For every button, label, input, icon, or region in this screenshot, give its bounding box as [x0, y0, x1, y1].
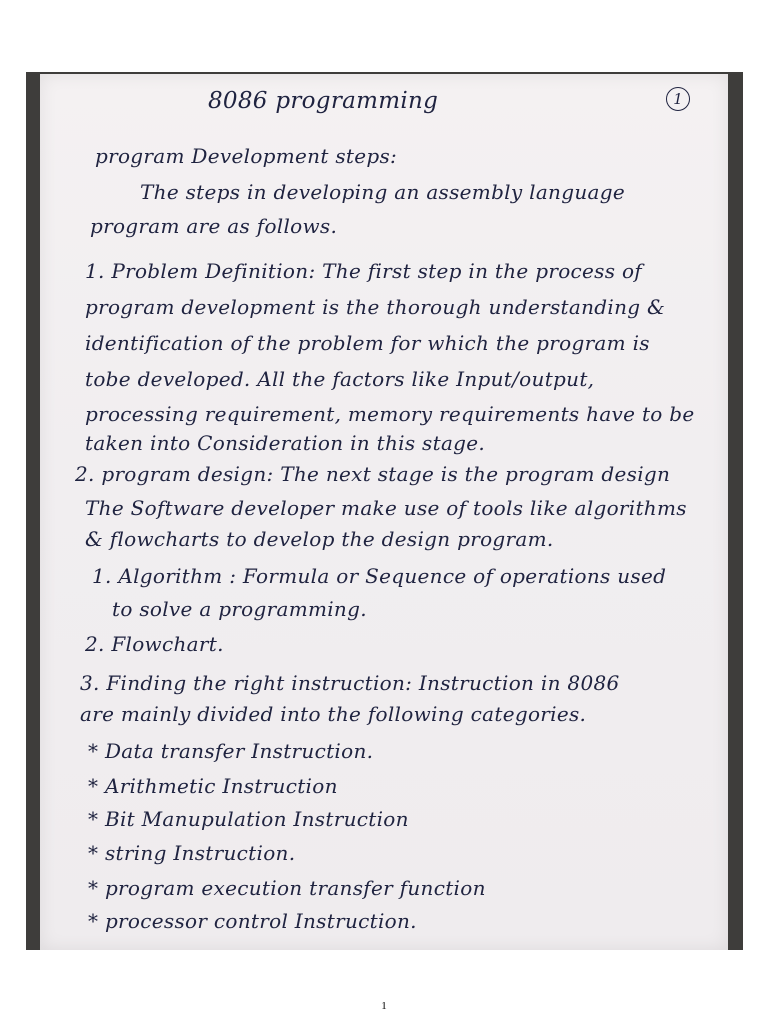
photo-frame [26, 72, 743, 950]
text-line: & flowcharts to develop the design program. [85, 527, 554, 551]
list-item: * Data transfer Instruction. [88, 739, 374, 763]
list-item: * string Instruction. [88, 841, 296, 865]
list-item: * program execution transfer function [88, 876, 486, 900]
section-heading: program Development steps: [95, 144, 398, 168]
list-item: * Bit Manupulation Instruction [88, 807, 409, 831]
text-line: program are as follows. [90, 214, 338, 238]
page-marker: 1 [666, 87, 690, 111]
page-number: 1 [381, 1000, 387, 1012]
page-title: 8086 programming [208, 88, 439, 114]
list-item: * Arithmetic Instruction [88, 774, 338, 798]
text-line: 1. Algorithm : Formula or Sequence of operations used [92, 564, 667, 588]
handwritten-page [40, 74, 728, 950]
text-line: program development is the thorough understanding & [85, 295, 666, 319]
text-line: The steps in developing an assembly language [140, 180, 625, 204]
text-line: taken into Consideration in this stage. [85, 431, 486, 455]
text-line: 2. program design: The next stage is the program design [75, 462, 671, 486]
text-line: The Software developer make use of tools like algorithms [85, 496, 687, 520]
text-line: are mainly divided into the following categories. [80, 702, 587, 726]
text-line: identification of the problem for which the program is [85, 331, 650, 355]
text-line: processing requirement, memory requirements have to be [85, 402, 695, 426]
list-item: * processor control Instruction. [88, 909, 417, 933]
text-line: tobe developed. All the factors like Input/output, [85, 367, 595, 391]
text-line: 2. Flowchart. [85, 632, 224, 656]
text-line: 1. Problem Definition: The first step in the process of [85, 259, 642, 283]
text-line: 3. Finding the right instruction: Instruction in 8086 [80, 671, 620, 695]
text-line: to solve a programming. [112, 597, 367, 621]
